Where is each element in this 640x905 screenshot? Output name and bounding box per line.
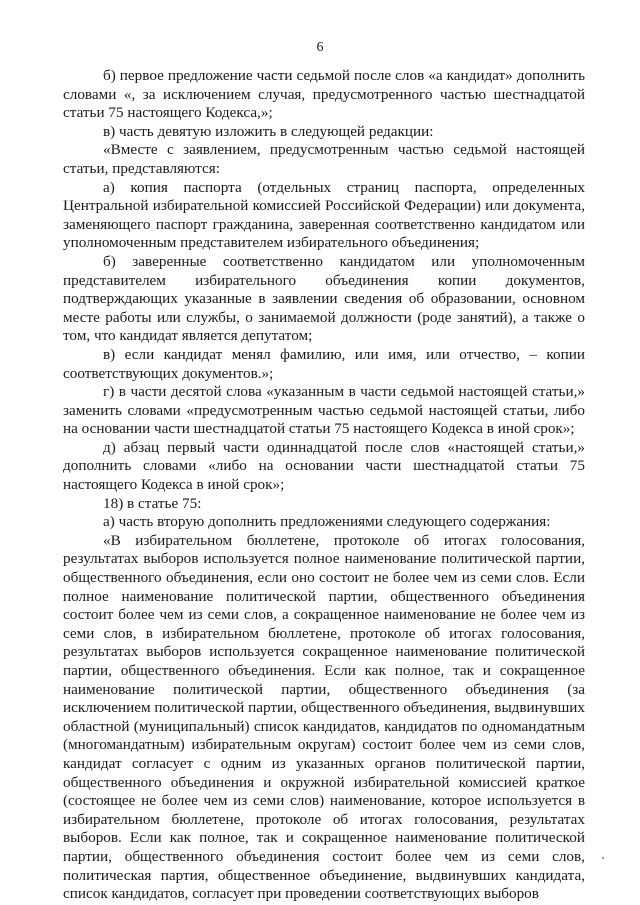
- page-number: 6: [316, 40, 324, 55]
- paragraph-item-18-article-75: 18) в статье 75:: [103, 494, 202, 512]
- scan-speck: [602, 857, 604, 859]
- paragraph-item-b-documents: б) заверенные соответственно кандидатом или уполномоченным представителем избирательного объединения копии документов, подтверждающих указанные в заявлении сведения об образовании, основном месте работы или службы, о занимаемой должности (роде занятий), а также о том, что кандидат является депутатом;: [63, 252, 585, 345]
- paragraph-ballot-naming-rules: «В избирательном бюллетене, протоколе об итогах голосования, результатах выборов используется полное наименование политической партии, общественного объединения, если оно состоит не более чем из семи слов. Если полное наименование политической партии, общественного объединения состоит более чем из семи слов, а сокращенное наименование не более чем из семи слов, в избирательном бюллетене, протоколе об итогах голосования, результатах выборов используется сокращенное наименование политической партии, общественного объединения. Если как полное, так и сокращенное наименование политической партии, общественного объединения (за исключением политической партии, общественного объединения, выдвинувших областной (муниципальный) список кандидатов, кандидатов по одномандатным (многомандатным) избирательным округам) состоит более чем из семи слов, кандидат согласует с одним из указанных органов политической партии, общественного объединения и окружной избирательной комиссией краткое (состоящее не более чем из семи слов) наименование, которое используется в избирательном бюллетене, протоколе об итогах голосования, результатах выборов. Если как полное, так и сокращенное наименование политической партии, общественного объединения состоит более чем из семи слов, политическая партия, общественное объединение, выдвинувших кандидата, список кандидатов, согласует при проведении соответствующих выборов: [63, 531, 585, 903]
- paragraph-quote-intro: «Вместе с заявлением, предусмотренным частью седьмой настоящей статьи, представляются:: [63, 141, 585, 177]
- paragraph-amendment-g-part-ten: г) в части десятой слова «указанным в части седьмой настоящей статьи,» заменить словами «предусмотренным частью седьмой настоящей статьи, либо на основании части шестнадцатой статьи 75 настоящего Кодекса в иной срок»;: [63, 383, 585, 438]
- paragraph-item-v-name-change: в) если кандидат менял фамилию, или имя, или отчество, – копии соответствующих документов.»;: [63, 345, 585, 382]
- paragraph-amendment-d-part-eleven: д) абзац первый части одиннадцатой после слов «настоящей статьи,» дополнить словами «либо на основании части шестнадцатой статьи 75 настоящего Кодекса в иной срок»;: [63, 438, 585, 494]
- paragraph-item-a-passport: а) копия паспорта (отдельных страниц паспорта, определенных Центральной избирательной комиссией Российской Федерации) или документа, заменяющего паспорт гражданина, заверенная соответственно кандидатом или уполномоченным представителем избирательного объединения;: [63, 178, 585, 252]
- document-body: [63, 67, 585, 904]
- paragraph-amendment-a-part-two: а) часть вторую дополнить предложениями следующего содержания:: [103, 513, 551, 531]
- paragraph-amendment-b-part-seven: б) первое предложение части седьмой после слов «а кандидат» дополнить словами «, за исключением случая, предусмотренного частью шестнадцатой статьи 75 настоящего Кодекса,»;: [63, 67, 585, 122]
- paragraph-amendment-v-part-nine: в) часть девятую изложить в следующей редакции:: [103, 122, 434, 140]
